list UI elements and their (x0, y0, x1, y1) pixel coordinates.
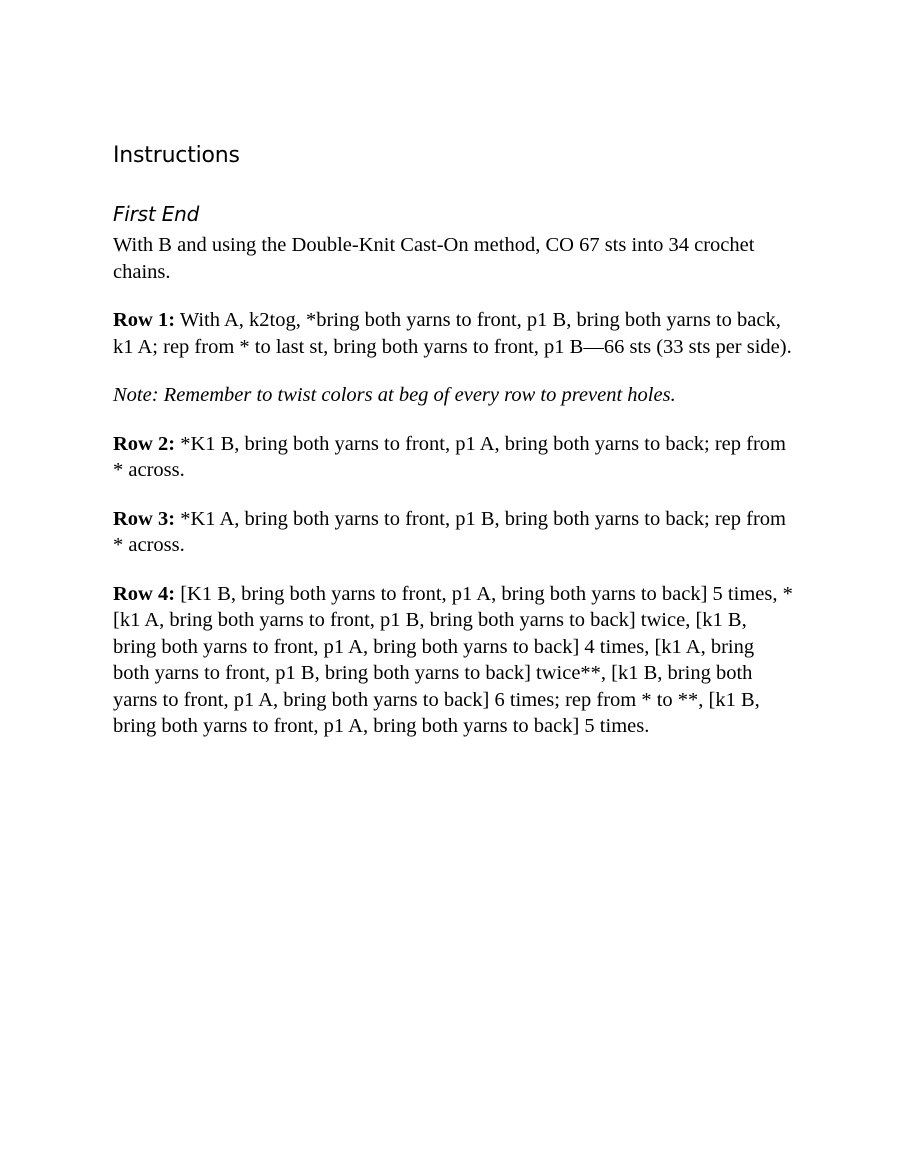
row-2-text: *K1 B, bring both yarns to front, p1 A, bring both yarns to back; rep from * across. (113, 432, 786, 481)
row-4-label: Row 4: (113, 582, 176, 605)
row-1-label: Row 1: (113, 309, 176, 331)
row-4-paragraph (113, 581, 793, 740)
document-content (113, 140, 793, 762)
row-1-text: With A, k2tog, *bring both yarns to front, p1 B, bring both yarns to back, k1 A; rep from * to last st, bring both yarns to front, p1 B—66 sts (33 sts per side). (113, 309, 792, 358)
row-2-paragraph (113, 431, 793, 484)
intro-paragraph: With B and using the Double-Knit Cast-On method, CO 67 sts into 34 crochet chains. (113, 234, 755, 283)
page-heading: Instructions (113, 143, 240, 168)
row-2-label: Row 2: (113, 432, 176, 455)
note-paragraph: Note: Remember to twist colors at beg of every row to prevent holes. (113, 384, 676, 406)
row-3-label: Row 3: (113, 507, 176, 530)
row-3-paragraph (113, 506, 793, 559)
row-3-text: *K1 A, bring both yarns to front, p1 B, bring both yarns to back; rep from * across. (113, 507, 786, 556)
row-4-text: [K1 B, bring both yarns to front, p1 A, bring both yarns to back] 5 times, *[k1 A, bring both yarns to front, p1 B, bring both yarns to back] twice, [k1 B, bring both yarns to front, p1 A, bring both yarns to back] 4 times, [k1 A, bring both yarns to front, p1 B, bring both yarns to back] twice**, [k1 B, bring both yarns to front, p1 A, bring both yarns to back] 6 times; rep from * to **, [k1 B, bring both yarns to front, p1 A, bring both yarns to back] 5 times. (113, 582, 793, 737)
row-1-paragraph (113, 307, 793, 360)
section-title: First End (113, 202, 200, 226)
